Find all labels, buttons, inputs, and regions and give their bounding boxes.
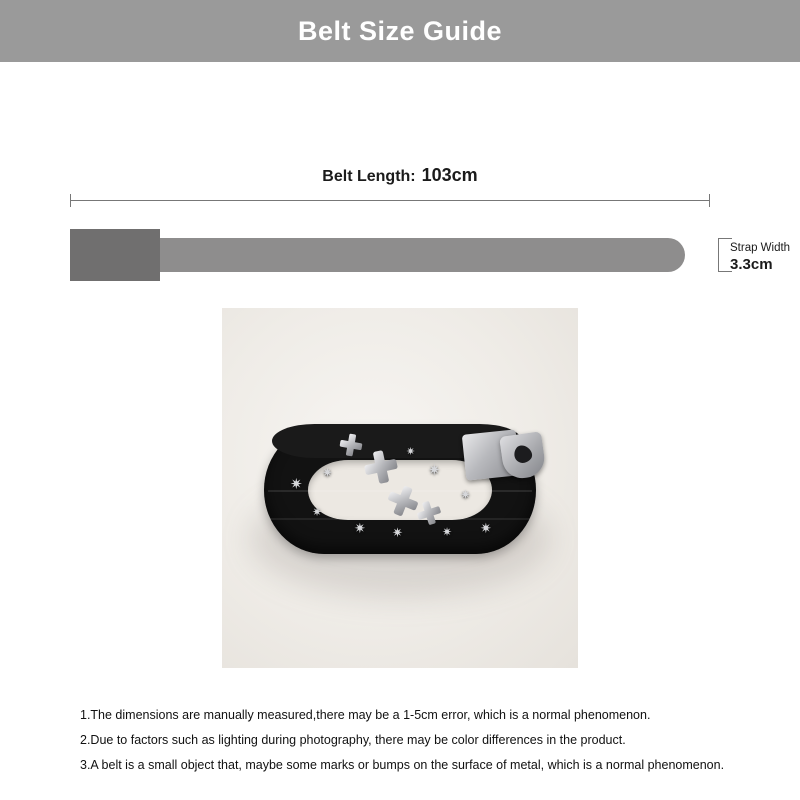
belt-length-value: 103cm <box>421 165 478 185</box>
note-item: 1.The dimensions are manually measured,there may be a 1-5cm error, which is a normal phenomenon. <box>80 708 651 722</box>
bracket-vertical-line <box>718 238 719 272</box>
belt-strap-shape <box>160 238 685 272</box>
measure-bar <box>70 200 710 201</box>
star-stud-icon: ✷ <box>480 520 492 536</box>
cross-ornament-icon <box>338 432 364 458</box>
star-stud-icon: ✷ <box>460 487 471 502</box>
belt-illustration <box>70 229 712 281</box>
page-title: Belt Size Guide <box>297 15 503 46</box>
page-header <box>0 0 800 62</box>
strap-width-label <box>730 240 790 273</box>
belt-length-measure-line <box>70 194 710 208</box>
star-stud-icon: ✷ <box>290 476 303 493</box>
belt-length-label <box>0 165 800 186</box>
star-stud-icon: ✷ <box>392 525 403 540</box>
strap-width-caption: Strap Width <box>730 242 791 254</box>
measure-tick-right <box>709 194 710 207</box>
star-stud-icon: ✷ <box>354 520 366 536</box>
product-photo <box>222 308 578 668</box>
note-item: 3.A belt is a small object that, maybe some marks or bumps on the surface of metal, which is a normal phenomenon. <box>80 758 725 772</box>
coiled-belt-image <box>264 426 536 554</box>
belt-buckle-shape <box>70 229 160 281</box>
star-stud-icon: ✷ <box>312 505 323 519</box>
belt-length-caption: Belt Length: <box>322 168 416 185</box>
belt-measurement-diagram <box>0 62 800 277</box>
disclaimer-notes <box>80 703 760 778</box>
star-stud-icon: ✷ <box>442 525 453 539</box>
star-stud-icon: ✷ <box>406 446 416 458</box>
note-item: 2.Due to factors such as lighting during photography, there may be color differences in the product. <box>80 733 626 747</box>
bracket-top-line <box>718 238 732 239</box>
star-stud-icon: ✷ <box>428 462 441 479</box>
star-stud-icon: ✷ <box>322 465 333 480</box>
strap-width-value: 3.3cm <box>730 256 773 273</box>
